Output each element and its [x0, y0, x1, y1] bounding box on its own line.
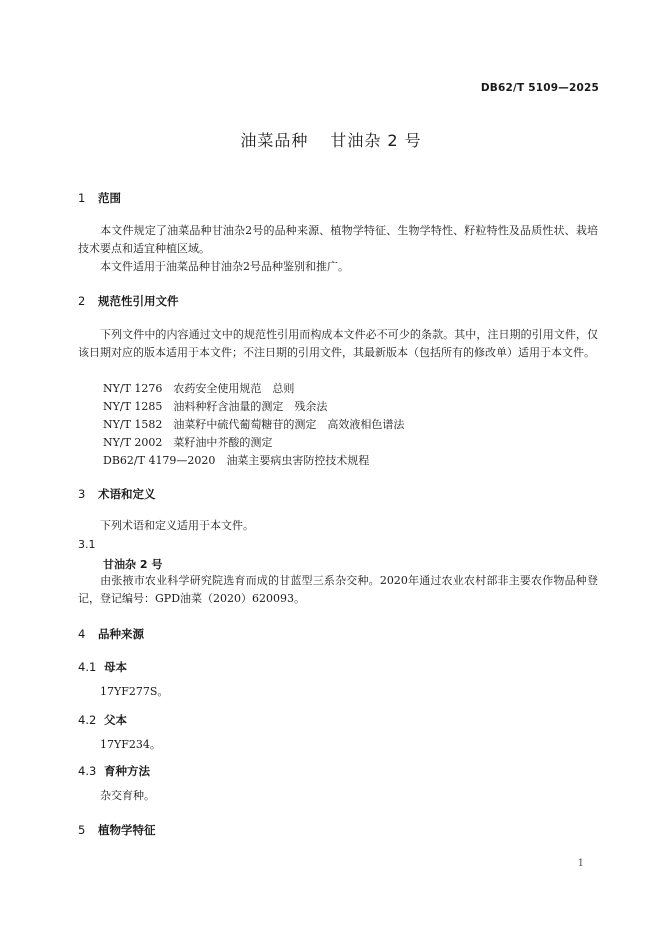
document-title	[0, 128, 662, 151]
section-number: 1	[78, 191, 86, 205]
terms-intro	[78, 517, 598, 535]
section-number: 2	[78, 294, 86, 308]
breeding-method-value: 杂交育种。	[100, 789, 155, 802]
subsection-4-3-heading	[78, 763, 150, 779]
reference-item	[103, 452, 369, 468]
subsection-4-1-heading	[78, 659, 127, 675]
reference-code: NY/T 1276	[103, 382, 163, 395]
reference-code: DB62/T 4179—2020	[103, 454, 216, 467]
scope-text-2: 本文件适用于油菜品种甘油杂2号品种鉴别和推广。	[100, 260, 349, 273]
term-number: 3.1	[78, 538, 96, 551]
scope-text-1: 本文件规定了油菜品种甘油杂2号的品种来源、植物学特征、生物学特性、籽粒特性及品质性状、栽培技术要点和适宜种植区域。	[78, 224, 598, 255]
title-part-1: 油菜品种	[240, 131, 309, 150]
female-parent-value: 17YF277S。	[100, 685, 169, 698]
male-parent-value: 17YF234。	[100, 738, 161, 751]
section-number: 3	[78, 487, 86, 501]
scope-paragraph-2	[78, 258, 598, 276]
reference-item	[103, 416, 404, 432]
subsection-number: 4.2	[78, 713, 97, 727]
subsection-title: 母本	[104, 660, 127, 674]
subsection-number: 4.1	[78, 660, 97, 674]
reference-item	[103, 398, 327, 414]
subsection-4-2-heading	[78, 712, 127, 728]
section-5-heading	[78, 822, 156, 838]
section-title: 植物学特征	[98, 823, 156, 837]
reference-item	[103, 434, 272, 450]
reference-title: 农药安全使用规范 总则	[173, 382, 295, 395]
subsection-title: 父本	[104, 713, 127, 727]
scope-paragraph-1	[78, 222, 598, 258]
term-definition-text: 由张掖市农业科学研究院选育而成的甘蓝型三系杂交种。2020年通过农业农村部非主要农作物品种登记，登记编号：GPD油菜（2020）620093。	[78, 574, 598, 605]
normative-intro-text: 下列文件中的内容通过文中的规范性引用而构成本文件必不可少的条款。其中，注日期的引用文件，仅该日期对应的版本适用于本文件；不注日期的引用文件，其最新版本（包括所有的修改单）适用于本文件。	[78, 328, 598, 359]
standard-code: DB62/T 5109—2025	[480, 82, 599, 94]
reference-title: 菜籽油中芥酸的测定	[173, 436, 273, 449]
section-3-heading	[78, 486, 156, 502]
section-number: 4	[78, 627, 86, 641]
terms-intro-text: 下列术语和定义适用于本文件。	[100, 519, 254, 532]
reference-title: 油菜籽中硫代葡萄糖苷的测定 高效液相色谱法	[173, 418, 405, 431]
section-2-heading	[78, 293, 179, 309]
female-parent-text	[78, 683, 598, 701]
subsection-number: 4.3	[78, 764, 97, 778]
page-number: 1	[577, 858, 584, 869]
reference-title: 油料种籽含油量的测定 残余法	[173, 400, 328, 413]
section-title: 品种来源	[98, 627, 144, 641]
section-1-heading	[78, 190, 121, 206]
title-part-2: 甘油杂 2 号	[330, 131, 422, 150]
reference-code: NY/T 1582	[103, 418, 163, 431]
section-4-heading	[78, 626, 144, 642]
breeding-method-text	[78, 787, 598, 805]
reference-item	[103, 380, 294, 396]
section-title: 范围	[98, 191, 121, 205]
male-parent-text	[78, 736, 598, 754]
term-definition	[78, 572, 598, 608]
reference-code: NY/T 2002	[103, 436, 163, 449]
term-name: 甘油杂 2 号	[103, 558, 163, 571]
section-title: 术语和定义	[98, 487, 156, 501]
section-number: 5	[78, 823, 86, 837]
subsection-title: 育种方法	[104, 764, 150, 778]
normative-intro	[78, 326, 598, 362]
reference-title: 油菜主要病虫害防控技术规程	[226, 454, 370, 467]
section-title: 规范性引用文件	[98, 294, 179, 308]
reference-code: NY/T 1285	[103, 400, 163, 413]
